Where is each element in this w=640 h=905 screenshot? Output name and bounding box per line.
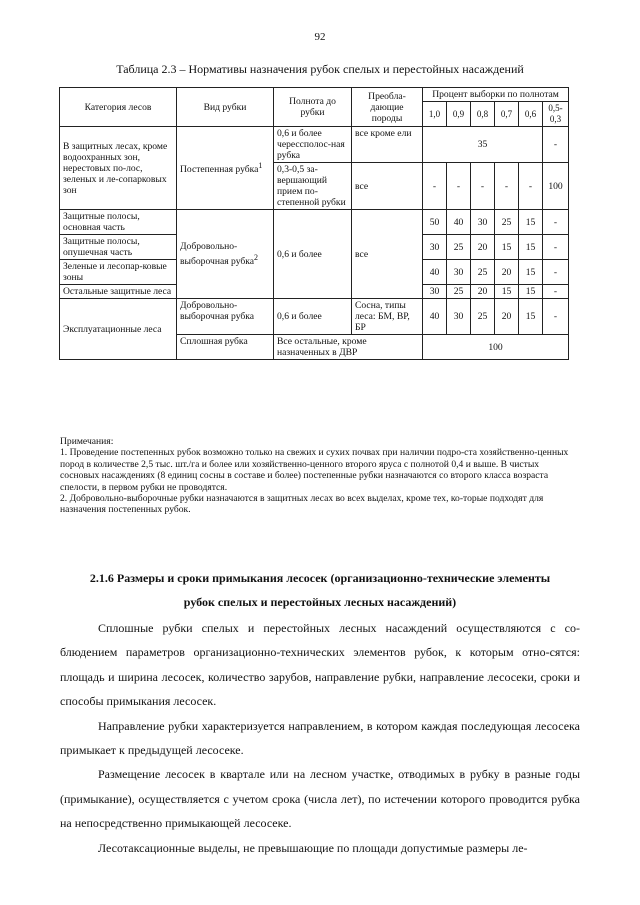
body-text	[60, 616, 580, 860]
cell-category: Защитные полосы, основная часть	[60, 210, 177, 235]
cell-percent: 30	[423, 285, 447, 299]
header-percent-group: Процент выборки по полнотам	[423, 88, 569, 102]
header-cut-type: Вид рубки	[177, 88, 274, 127]
cell-percent: -	[543, 260, 569, 285]
cell-category: Защитные полосы, опушечная часть	[60, 235, 177, 260]
cell-density-species: Все остальные, кроме назначенных в ДВР	[274, 335, 423, 360]
table-notes	[60, 436, 570, 516]
cell-density: 0,6 и более	[274, 299, 352, 335]
paragraph: Направление рубки характеризуется направлением, в котором каждая последующая лесосека примыкает к предыдущей лесосеке.	[60, 718, 580, 758]
cell-cut-type: Добровольно-выборочная рубка$^2$	[177, 210, 274, 299]
header-pct-1-0: 1,0	[423, 102, 447, 127]
header-pct-0-7: 0,7	[495, 102, 519, 127]
cell-percent: 15	[519, 299, 543, 335]
table-row	[60, 127, 569, 163]
cell-species: все	[352, 210, 423, 299]
cell-category: Зеленые и лесопар-ковые зоны	[60, 260, 177, 285]
header-row	[60, 88, 569, 102]
cell-percent: 40	[423, 299, 447, 335]
cell-species: все кроме ели	[352, 127, 423, 163]
table-row	[60, 210, 569, 235]
cell-density: 0,6 и более черессполос-ная рубка	[274, 127, 352, 163]
cell-percent: 25	[471, 299, 495, 335]
cell-category: Остальные защитные леса	[60, 285, 177, 299]
cell-cut-type: Сплошная рубка	[177, 335, 274, 360]
cell-percent: 40	[447, 210, 471, 235]
note-2: 2. Добровольно-выборочные рубки назначаются в защитных лесах во всех выделах, кроме тех, ко-торые подходят для назначения постепенных рубок.	[60, 493, 544, 516]
cell-percent: 15	[519, 285, 543, 299]
note-1: 1. Проведение постепенных рубок возможно только на свежих и сухих почвах при наличии подро-ста хозяйственно-ценных пород в количестве 2,5 тыс. шт./га и более или хозяйственно-ценного второго яруса с полнотой 0,4 и выше. В чистых сосновых насаждениях (8 единиц сосны в составе и более) постепенные рубки назначаются со второго класса возраста спелости, в первом рубки не проводятся.	[60, 447, 569, 493]
section-heading	[60, 566, 580, 614]
paragraph: Размещение лесосек в квартале или на лесном участке, отводимых в рубку в разные годы (примыкание), осуществляется с учетом срока (числа лет), по истечении которого проводится рубка на непосредственно примыкающей лесосеке.	[60, 767, 580, 831]
paragraph: Сплошные рубки спелых и перестойных лесных насаждений осуществляются с со-блюдением параметров организационно-технических элементов рубок, к которым отно-сятся: площадь и ширина лесосек, количество зарубов, направление рубки, направление лесосеки, сроки и способы примыкания лесосек.	[60, 621, 580, 709]
header-pct-0-6: 0,6	[519, 102, 543, 127]
cell-category: Эксплуатационные леса	[60, 299, 177, 360]
cell-percent: -	[423, 163, 447, 210]
page-number: 92	[314, 31, 326, 43]
cell-percent: -	[495, 163, 519, 210]
cell-percent: 25	[447, 285, 471, 299]
table-caption: Таблица 2.3 – Нормативы назначения рубок спелых и перестойных насаждений	[116, 62, 524, 76]
header-pct-0-5-0-3: 0,5-0,3	[543, 102, 569, 127]
cell-percent: 15	[519, 260, 543, 285]
cell-percent: 100	[423, 335, 569, 360]
header-density: Полнота до рубки	[274, 88, 352, 127]
cell-percent: 20	[495, 299, 519, 335]
cell-percent: -	[543, 235, 569, 260]
cell-percent: -	[543, 299, 569, 335]
cell-percent: -	[543, 210, 569, 235]
cell-percent: 20	[471, 285, 495, 299]
cell-species: Сосна, типы леса: БМ, ВР, БР	[352, 299, 423, 335]
cell-percent: 15	[495, 285, 519, 299]
header-pct-0-9: 0,9	[447, 102, 471, 127]
cell-cut-type: Постепенная рубка$^1$	[177, 127, 274, 210]
cell-percent: 50	[423, 210, 447, 235]
cell-percent: 25	[495, 210, 519, 235]
section-heading-line-1: 2.1.6 Размеры и сроки примыкания лесосек (организационно-технические элементы	[89, 571, 551, 585]
cell-density: 0,6 и более	[274, 210, 352, 299]
cell-density: 0,3-0,5 за-вершающий прием по-степенной рубки	[274, 163, 352, 210]
cell-category: В защитных лесах, кроме водоохранных зон, нерестовых по-лос, зеленых и ле-сопарковых зон	[60, 127, 177, 210]
notes-title: Примечания:	[60, 436, 114, 447]
cell-percent: 15	[519, 235, 543, 260]
cell-percent: 30	[447, 299, 471, 335]
cell-cut-type: Добровольно-выборочная рубка	[177, 299, 274, 335]
cell-percent: 15	[495, 235, 519, 260]
header-species: Преобла-дающие породы	[352, 88, 423, 127]
cell-percent: 30	[471, 210, 495, 235]
cell-percent: 15	[519, 210, 543, 235]
cell-percent: -	[447, 163, 471, 210]
cell-percent: 25	[447, 235, 471, 260]
paragraph: Лесотаксационные выделы, не превышающие по площади допустимые размеры ле-	[98, 840, 528, 855]
header-category: Категория лесов	[60, 88, 177, 127]
cell-percent: 30	[423, 235, 447, 260]
cell-percent: -	[519, 163, 543, 210]
cell-percent: 100	[543, 163, 569, 210]
cell-percent: 40	[423, 260, 447, 285]
cell-species: все	[352, 163, 423, 210]
cell-percent: -	[543, 285, 569, 299]
cell-percent: 35	[423, 127, 543, 163]
header-pct-0-8: 0,8	[471, 102, 495, 127]
cell-percent: 25	[471, 260, 495, 285]
section-heading-line-2: рубок спелых и перестойных лесных насаждений)	[183, 595, 457, 609]
cell-percent: -	[543, 127, 569, 163]
cell-percent: 20	[471, 235, 495, 260]
table-row	[60, 299, 569, 335]
cell-percent: 30	[447, 260, 471, 285]
cell-percent: 20	[495, 260, 519, 285]
norms-table	[59, 87, 569, 360]
cell-percent: -	[471, 163, 495, 210]
